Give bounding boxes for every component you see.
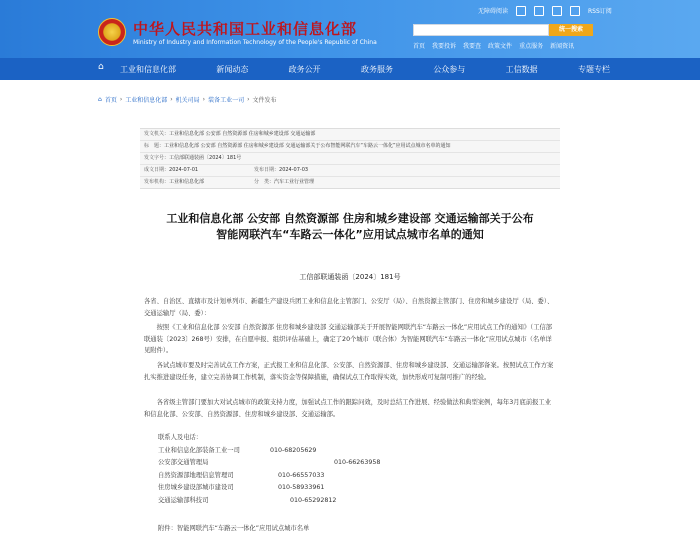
contact-phone: 010-58933961 <box>278 484 325 491</box>
contacts-title: 联系人及电话： <box>158 434 203 441</box>
meta-row <box>140 129 560 141</box>
attachment-link[interactable]: 附件：智能网联汽车“车路云一体化”应用试点城市名单 <box>158 525 310 532</box>
site-title[interactable]: 中华人民共和国工业和信息化部 <box>133 20 358 38</box>
contact-org: 自然资源部地理信息管理司 <box>158 471 234 479</box>
quick-links <box>413 41 574 50</box>
breadcrumb-item[interactable]: 首页 <box>104 97 117 104</box>
quick-link[interactable]: 我要查 <box>463 43 482 50</box>
breadcrumb-separator: › <box>247 96 250 103</box>
breadcrumb-item[interactable]: 机关司局 <box>175 97 200 104</box>
contact-org: 交通运输部科技司 <box>158 496 209 504</box>
document-title-line: 工业和信息化部 公安部 自然资源部 住房和城乡建设部 交通运输部关于公布 <box>166 212 534 225</box>
rss-link[interactable]: RSS订阅 <box>588 8 612 15</box>
quick-link[interactable]: 首页 <box>413 43 426 50</box>
site-subtitle: Ministry of Industry and Information Technology of the People's Republic of China <box>133 39 377 46</box>
home-icon: ⌂ <box>98 96 102 103</box>
weibo-icon[interactable] <box>570 6 580 16</box>
breadcrumb <box>98 95 277 104</box>
meta-row <box>140 153 560 165</box>
document-paragraph: 各试点城市要及时完善试点工作方案，正式报工业和信息化部、公安部、自然资源部、住房和城乡建设部、交通运输部备案。按照试点工作方案扎实推进建设任务，建立完善协调工作机制，落实资金等保障措施，确保试点工作取得实效，加快形成可复制可推广的经验。 <box>144 362 554 381</box>
nav-item[interactable]: 政务服务 <box>360 64 393 74</box>
meta-label: 成文日期： <box>144 167 170 173</box>
mobile-icon[interactable] <box>516 6 526 16</box>
meta-label: 发文字号： <box>144 155 170 161</box>
contact-row <box>158 457 380 470</box>
national-emblem-icon <box>98 18 126 46</box>
breadcrumb-item[interactable]: 装备工业一司 <box>208 97 245 104</box>
contact-row <box>158 445 380 458</box>
search-input[interactable] <box>413 24 549 36</box>
meta-value: 2024-07-01 <box>169 167 199 173</box>
meta-value: 工信部联通装函〔2024〕181号 <box>169 155 242 161</box>
contact-org: 工业和信息化部装备工业一司 <box>158 446 240 454</box>
site-header <box>0 0 700 58</box>
document-paragraph: 按照《工业和信息化部 公安部 自然资源部 住房和城乡建设部 交通运输部关于开展智能网联汽车“车路云一体化”应用试点工作的通知》（工信部联通装〔2023〕268号）安排，在自愿申报、组织评估基础上，确定了20个城市（联合体）为智能网联汽车“车路云一体化”应用试点城市（名单详见附件）。 <box>144 324 553 354</box>
quick-link[interactable]: 新闻资讯 <box>550 43 575 50</box>
meta-row <box>140 141 560 153</box>
meta-value: 工业和信息化部 <box>169 179 205 185</box>
breadcrumb-separator: › <box>119 96 123 103</box>
top-links <box>478 6 612 16</box>
document-paragraph: 各省、自治区、直辖市及计划单列市、新疆生产建设兵团工业和信息化主管部门、公安厅（局）、自然资源主管部门、住房和城乡建设厅（局、委）、交通运输厅（局、委）： <box>144 298 554 317</box>
mail-icon[interactable] <box>534 6 544 16</box>
contact-phone: 010-68205629 <box>270 446 317 454</box>
meta-label: 发布机构： <box>144 179 170 185</box>
breadcrumb-item[interactable]: 工业和信息化部 <box>125 97 168 104</box>
contact-phone: 010-65292812 <box>290 496 337 504</box>
meta-label: 分 类： <box>254 179 275 185</box>
nav-item[interactable]: 政务公开 <box>288 64 321 74</box>
meta-value: 工业和信息化部 公安部 自然资源部 住房和城乡建设部 交通运输部关于公布智能网联汽车“车路云一体化”应用试点城市名单的通知 <box>164 143 451 149</box>
meta-value: 汽车工业行业管理 <box>274 179 315 185</box>
meta-value: 2024-07-03 <box>279 167 309 173</box>
nav-item[interactable]: 公众参与 <box>433 64 466 74</box>
breadcrumb-item[interactable]: 文件发布 <box>252 97 277 104</box>
document-number: 工信部联通装函〔2024〕181号 <box>299 273 401 281</box>
meta-value: 工业和信息化部 公安部 自然资源部 住房和城乡建设部 交通运输部 <box>169 131 316 137</box>
contact-row <box>158 470 380 483</box>
meta-label: 发布日期： <box>254 167 280 173</box>
contact-org: 公安部交通管理局 <box>158 459 209 466</box>
main-nav <box>0 58 700 80</box>
nav-item[interactable]: 工信数据 <box>505 64 538 74</box>
search-button[interactable]: 统一搜索 <box>549 24 593 36</box>
document-title-line: 智能网联汽车“车路云一体化”应用试点城市名单的通知 <box>216 228 484 241</box>
nav-item[interactable]: 新闻动态 <box>216 64 249 74</box>
contact-phone: 010-66263958 <box>334 459 381 466</box>
breadcrumb-separator: › <box>170 96 173 103</box>
home-icon[interactable]: ⌂ <box>98 62 104 72</box>
meta-label: 发文机关： <box>144 131 170 137</box>
quick-link[interactable]: 重点服务 <box>519 43 544 50</box>
meta-label: 标 题： <box>144 143 165 149</box>
document-title <box>100 211 600 243</box>
meta-row <box>140 165 560 177</box>
wechat-icon[interactable] <box>552 6 562 16</box>
breadcrumb-separator: › <box>202 96 206 103</box>
nav-item[interactable]: 专题专栏 <box>577 64 610 74</box>
contact-row <box>158 495 380 508</box>
contact-org: 住房城乡建设部城市建设司 <box>158 484 234 491</box>
quick-link[interactable]: 我要投诉 <box>432 43 457 50</box>
document-metadata <box>140 128 560 189</box>
accessibility-link[interactable]: 无障碍阅读 <box>478 8 509 15</box>
meta-row <box>140 177 560 188</box>
contact-row <box>158 482 380 495</box>
quick-link[interactable]: 政策文件 <box>488 43 513 50</box>
contact-phone: 010-66557033 <box>278 471 325 479</box>
document-paragraph: 各省级主管部门要加大对试点城市的政策支持力度，加强试点工作的跟踪问效，及时总结工作进展、经验做法和典型案例，每年3月底前报工业和信息化部、公安部、自然资源部、住房和城乡建设部、交通运输部。 <box>144 399 552 418</box>
contacts-block <box>158 432 380 507</box>
nav-item[interactable]: 工业和信息化部 <box>120 64 176 74</box>
